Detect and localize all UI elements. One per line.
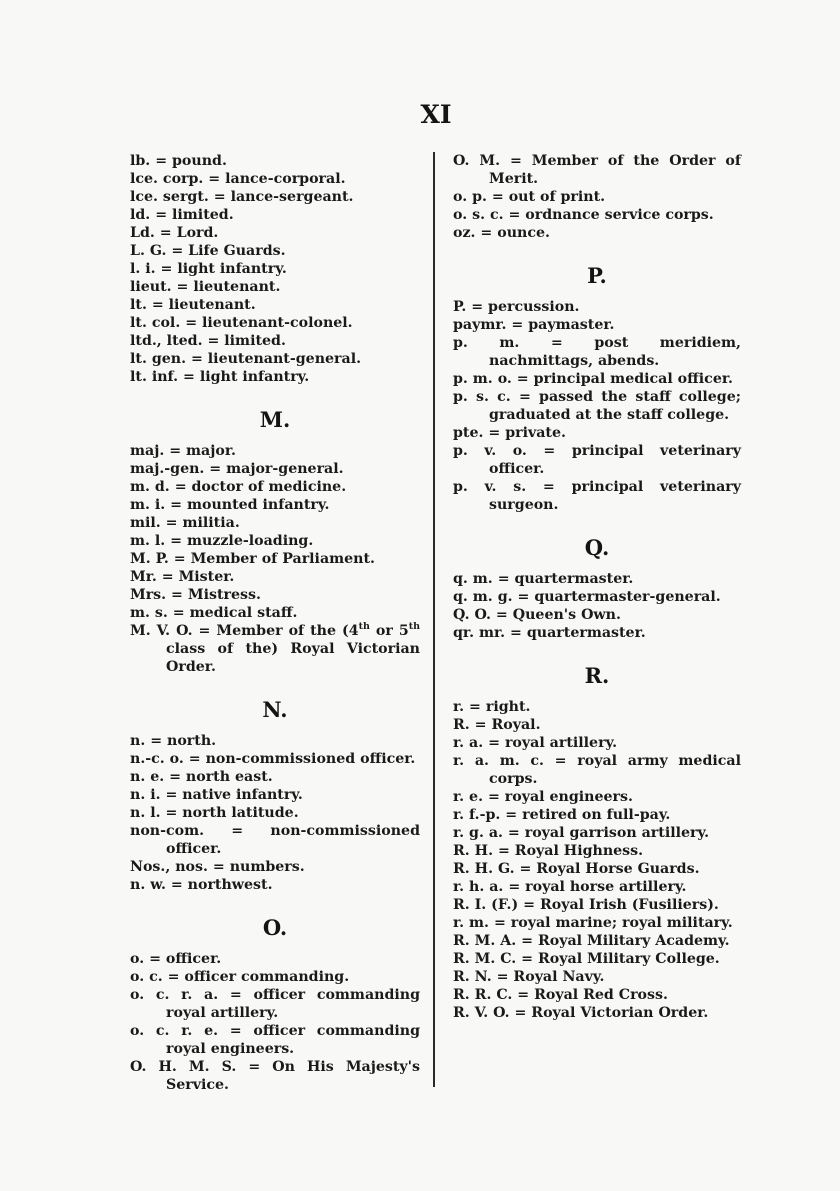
entry: oz. = ounce.	[453, 225, 550, 241]
entry: o. c. r. a. = officer commanding royal artillery.	[130, 987, 420, 1021]
mvo-sup-2: th	[408, 621, 420, 632]
entry: R. H. = Royal Highness.	[453, 843, 644, 859]
entry: o. c. = officer commanding.	[130, 969, 350, 985]
entry: lt. = lieutenant.	[130, 297, 256, 313]
entry: l. i. = light infantry.	[130, 261, 287, 277]
section-o-entries-left	[130, 950, 420, 1094]
right-column	[453, 152, 741, 1022]
entry: m. s. = medical staff.	[130, 605, 298, 621]
entry: o. c. r. e. = officer commanding royal engineers.	[130, 1023, 420, 1057]
section-heading-m: M.	[259, 407, 291, 432]
entry: p. m. = post meridiem, nachmittags, abends.	[453, 335, 741, 369]
section-heading-o: O.	[262, 915, 288, 940]
mvo-middle: or 5	[369, 623, 409, 639]
entry: r. a. m. c. = royal army medical corps.	[453, 753, 741, 787]
entry: n. i. = native infantry.	[130, 787, 303, 803]
entry: r. f.-p. = retired on full-pay.	[453, 807, 671, 823]
entry: L. G. = Life Guards.	[130, 243, 286, 259]
entry: r. = right.	[453, 699, 531, 715]
entry: qr. mr. = quartermaster.	[453, 625, 646, 641]
entry: lce. sergt. = lance-sergeant.	[130, 189, 354, 205]
entry: o. = officer.	[130, 951, 222, 967]
entry: lce. corp. = lance-corporal.	[130, 171, 346, 187]
section-m-entries	[130, 442, 420, 676]
entry: m. d. = doctor of medicine.	[130, 479, 347, 495]
mvo-suffix: class of the) Royal Victorian Order.	[166, 641, 420, 675]
entry: R. = Royal.	[453, 717, 541, 733]
entry: n. w. = northwest.	[130, 877, 273, 893]
entry: Ld. = Lord.	[130, 225, 219, 241]
entry: o. p. = out of print.	[453, 189, 606, 205]
entry: lt. gen. = lieutenant-general.	[130, 351, 362, 367]
section-r-entries	[453, 698, 741, 1022]
entry: R. M. C. = Royal Military College.	[453, 951, 720, 967]
section-p-entries	[453, 298, 741, 514]
entry: lb. = pound.	[130, 153, 227, 169]
entry: R. I. (F.) = Royal Irish (Fusiliers).	[453, 897, 719, 913]
entry: ltd., lted. = limited.	[130, 333, 286, 349]
column-divider	[433, 152, 435, 1087]
entry: Q. O. = Queen's Own.	[453, 607, 621, 623]
entry: n.-c. o. = non-commissioned officer.	[130, 751, 416, 767]
entry: lt. inf. = light infantry.	[130, 369, 310, 385]
section-o-entries-right	[453, 152, 741, 242]
entry: p. v. o. = principal veterinary officer.	[453, 443, 741, 477]
entry: n. l. = north latitude.	[130, 805, 299, 821]
entry: r. a. = royal artillery.	[453, 735, 618, 751]
section-heading-p: P.	[587, 263, 607, 288]
entry: Mrs. = Mistress.	[130, 587, 261, 603]
entry: O. H. M. S. = On His Majesty's Service.	[130, 1059, 420, 1093]
entry: r. g. a. = royal garrison artillery.	[453, 825, 710, 841]
entry: q. m. = quartermaster.	[453, 571, 634, 587]
entry: p. v. s. = principal veterinary surgeon.	[453, 479, 741, 513]
entry: r. e. = royal engineers.	[453, 789, 633, 805]
entry: m. l. = muzzle-loading.	[130, 533, 314, 549]
entry: R. R. C. = Royal Red Cross.	[453, 987, 668, 1003]
entry: n. = north.	[130, 733, 217, 749]
entry: P. = percussion.	[453, 299, 580, 315]
entry: pte. = private.	[453, 425, 566, 441]
entry: R. N. = Royal Navy.	[453, 969, 605, 985]
section-heading-q: Q.	[584, 535, 610, 560]
entry: p. m. o. = principal medical officer.	[453, 371, 733, 387]
section-heading-n: N.	[262, 697, 288, 722]
entry: Nos., nos. = numbers.	[130, 859, 305, 875]
entry: p. s. c. = passed the staff college; graduated at the staff college.	[453, 389, 741, 423]
entry: maj. = major.	[130, 443, 236, 459]
section-heading-r: R.	[584, 663, 610, 688]
entry: O. M. = Member of the Order of Merit.	[453, 153, 741, 187]
entry: ld. = limited.	[130, 207, 234, 223]
entry: lieut. = lieutenant.	[130, 279, 281, 295]
entry: paymr. = paymaster.	[453, 317, 615, 333]
section-n-entries	[130, 732, 420, 894]
mvo-sup-1: th	[358, 621, 370, 632]
entry: non-com. = non-commissioned officer.	[130, 823, 420, 857]
entry: R. H. G. = Royal Horse Guards.	[453, 861, 700, 877]
entry: o. s. c. = ordnance service corps.	[453, 207, 714, 223]
left-column	[130, 152, 420, 1094]
entry: lt. col. = lieutenant-colonel.	[130, 315, 353, 331]
entry: R. M. A. = Royal Military Academy.	[453, 933, 730, 949]
page-number: XI	[420, 100, 452, 129]
entry: n. e. = north east.	[130, 769, 273, 785]
entry: r. m. = royal marine; royal military.	[453, 915, 733, 931]
entry-mvo	[130, 622, 420, 676]
entry: mil. = militia.	[130, 515, 240, 531]
entry: q. m. g. = quartermaster-general.	[453, 589, 721, 605]
entry: M. P. = Member of Parliament.	[130, 551, 375, 567]
entry: Mr. = Mister.	[130, 569, 235, 585]
entry: R. V. O. = Royal Victorian Order.	[453, 1005, 709, 1021]
mvo-prefix: M. V. O. = Member of the (4	[130, 623, 359, 639]
entry: r. h. a. = royal horse artillery.	[453, 879, 687, 895]
entry: maj.-gen. = major-general.	[130, 461, 344, 477]
section-q-entries	[453, 570, 741, 642]
section-l-entries	[130, 152, 420, 386]
entry: m. i. = mounted infantry.	[130, 497, 330, 513]
